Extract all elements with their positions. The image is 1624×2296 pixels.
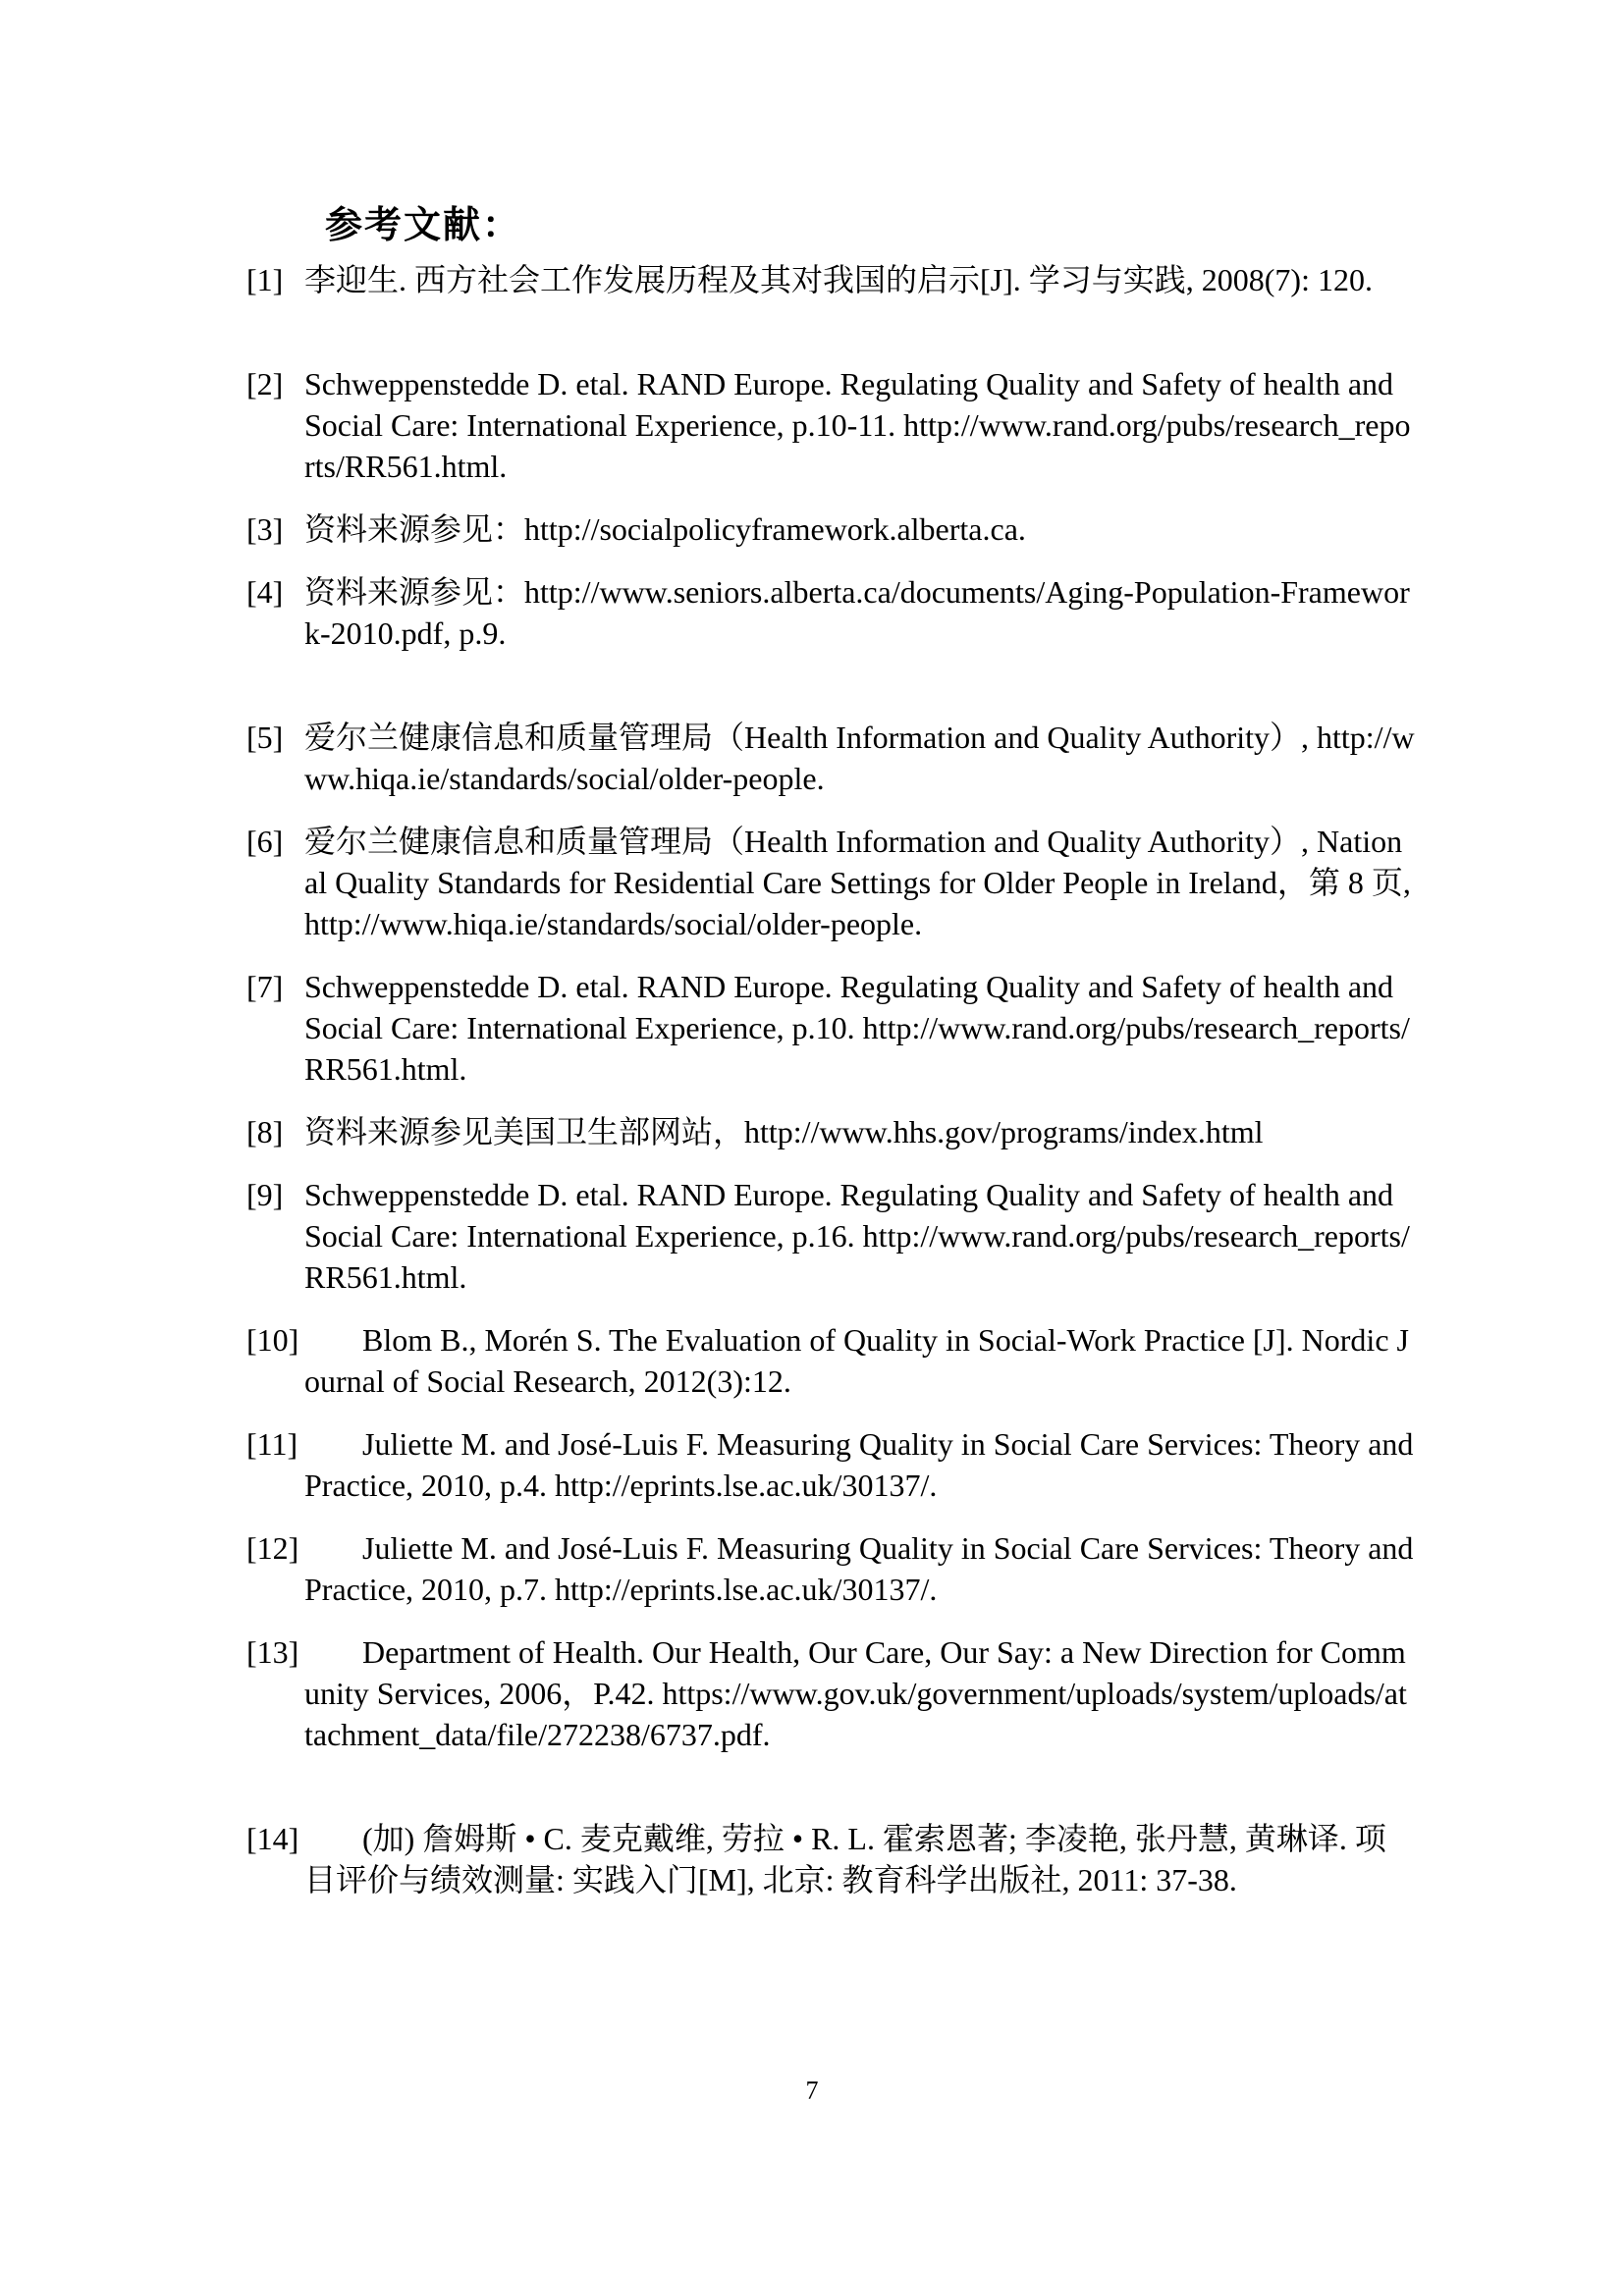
reference-text: Schweppenstedde D. etal. RAND Europe. Regulating Quality and Safety of health and Social Care: International Experience, p.10. http://www.rand.org/pubs/research_reports/RR561.html. xyxy=(304,969,1410,1087)
reference-number: [2] xyxy=(246,366,284,401)
reference-item-12 xyxy=(246,1527,1415,1610)
reference-number: [13] xyxy=(246,1634,299,1670)
reference-number: [12] xyxy=(246,1530,299,1566)
reference-text-content: Juliette M. and José-Luis F. Measuring Quality in Social Care Services: Theory and Practice, 2010, p.4. http://eprints.lse.ac.uk/30137/. xyxy=(304,1426,1414,1503)
reference-number: [3] xyxy=(246,511,284,547)
reference-text: Schweppenstedde D. etal. RAND Europe. Regulating Quality and Safety of health and Social Care: International Experience, p.16. http://www.rand.org/pubs/research_reports/RR561.html. xyxy=(304,1177,1410,1295)
reference-item-7 xyxy=(246,966,1415,1090)
reference-number: [4] xyxy=(246,574,284,610)
reference-text xyxy=(304,1423,1415,1506)
reference-text-content: (加) 詹姆斯 • C. 麦克戴维, 劳拉 • R. L. 霍索恩著; 李凌艳, 张丹慧, 黄琳译. 项目评价与绩效测量: 实践入门[M], 北京: 教育科学出版社, 2011: 37-38. xyxy=(304,1821,1386,1897)
reference-number: [14] xyxy=(246,1821,299,1856)
references-heading: 参考文献： xyxy=(325,203,522,246)
page-number: 7 xyxy=(805,2076,819,2105)
reference-text-content: Juliette M. and José-Luis F. Measuring Quality in Social Care Services: Theory and Practice, 2010, p.7. http://eprints.lse.ac.uk/30137/. xyxy=(304,1530,1414,1607)
reference-number: [9] xyxy=(246,1177,284,1212)
reference-text: 资料来源参见美国卫生部网站，http://www.hhs.gov/programs/index.html xyxy=(304,1114,1264,1149)
reference-item-14 xyxy=(246,1818,1415,1900)
reference-text: 资料来源参见：http://www.seniors.alberta.ca/documents/Aging-Population-Framework-2010.pdf, p.9. xyxy=(304,574,1410,651)
reference-item-13 xyxy=(246,1631,1415,1755)
reference-number: [8] xyxy=(246,1114,284,1149)
reference-text: 爱尔兰健康信息和质量管理局（Health Information and Quality Authority）, http://www.hiqa.ie/standards/social/older-people. xyxy=(304,720,1415,796)
reference-item-4 xyxy=(246,571,1415,654)
reference-text xyxy=(304,1631,1415,1755)
reference-text: 李迎生. 西方社会工作发展历程及其对我国的启示[J]. 学习与实践, 2008(7): 120. xyxy=(304,262,1373,297)
reference-item-10 xyxy=(246,1319,1415,1402)
reference-number: [10] xyxy=(246,1322,299,1358)
reference-number: [11] xyxy=(246,1426,298,1462)
reference-number: [1] xyxy=(246,262,284,297)
reference-number: [6] xyxy=(246,824,284,859)
reference-item-9 xyxy=(246,1174,1415,1298)
reference-item-11 xyxy=(246,1423,1415,1506)
reference-text-content: Department of Health. Our Health, Our Care, Our Say: a New Direction for Community Services, 2006，P.42. https://www.gov.uk/government/uploads/system/uploads/attachment_data/file/272238/6737.pdf. xyxy=(304,1634,1407,1752)
reference-text-content: Blom B., Morén S. The Evaluation of Quality in Social-Work Practice [J]. Nordic Journal of Social Research, 2012(3):12. xyxy=(304,1322,1409,1399)
reference-item-1 xyxy=(246,259,1415,300)
reference-item-5 xyxy=(246,717,1415,799)
reference-item-6 xyxy=(246,821,1415,944)
reference-text xyxy=(304,1319,1415,1402)
reference-text: 资料来源参见：http://socialpolicyframework.alberta.ca. xyxy=(304,511,1026,547)
reference-item-8 xyxy=(246,1111,1415,1152)
reference-item-3 xyxy=(246,508,1415,550)
reference-number: [5] xyxy=(246,720,284,755)
reference-number: [7] xyxy=(246,969,284,1004)
reference-text xyxy=(304,1527,1415,1610)
reference-text xyxy=(304,1818,1415,1900)
reference-text: Schweppenstedde D. etal. RAND Europe. Regulating Quality and Safety of health and Social Care: International Experience, p.10-11. http://www.rand.org/pubs/research_reports/RR561.html. xyxy=(304,366,1411,484)
reference-text: 爱尔兰健康信息和质量管理局（Health Information and Quality Authority）, National Quality Standards for Residential Care Settings for Older People in Ireland，第 8 页, http://www.hiqa.ie/standards/social/older-people. xyxy=(304,824,1411,941)
reference-item-2 xyxy=(246,363,1415,487)
